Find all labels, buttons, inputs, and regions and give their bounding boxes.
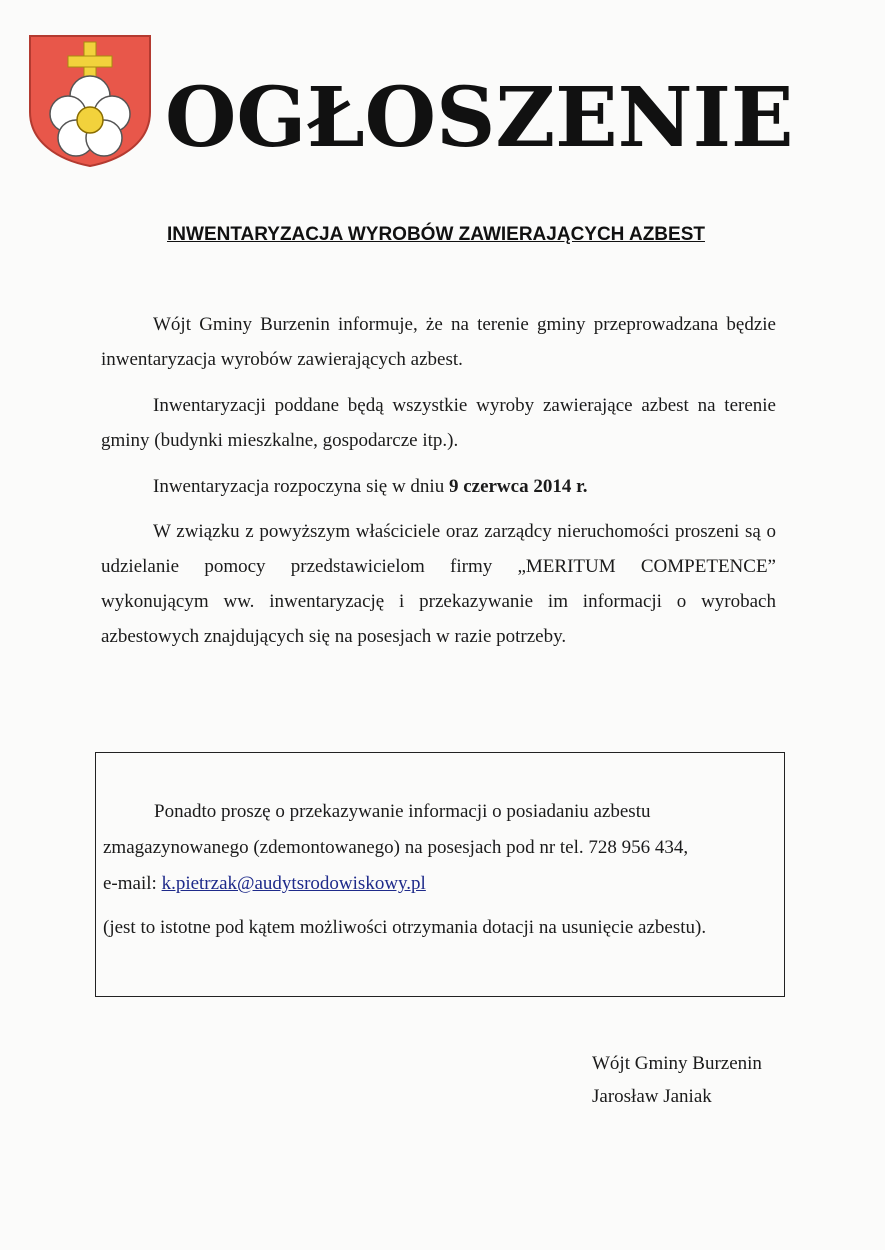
box-email-line (103, 869, 426, 899)
box-line-4: (jest to istotne pod kątem możliwości otrzymania dotacji na usunięcie azbestu). (103, 917, 707, 938)
start-date-prefix: Inwentaryzacja rozpoczyna się w dniu (153, 476, 449, 497)
signature-role: Wójt Gminy Burzenin (592, 1053, 762, 1074)
email-link[interactable]: k.pietrzak@audytsrodowiskowy.pl (161, 873, 426, 894)
start-date: 9 czerwca 2014 r. (448, 476, 588, 497)
paragraph-request: W związku z powyższym właściciele oraz zarządcy nieruchomości proszeni są o udzielanie pomocy przedstawicielom firmy „MERITUM COMPETENCE” wykonującym ww. inwentaryzację i przekazywanie im informacji o wyrobach azbestowych znajdujących się na posesjach w razie potrzeby. (101, 521, 776, 647)
paragraph-scope: Inwentaryzacji poddane będą wszystkie wyroby zawierające azbest na terenie gminy (budynki mieszkalne, gospodarcze itp.). (101, 395, 776, 451)
email-label: e-mail: (103, 873, 162, 894)
announcement-subtitle: INWENTARYZACJA WYROBÓW ZAWIERAJĄCYCH AZBEST (167, 224, 705, 245)
paragraph-intro: Wójt Gminy Burzenin informuje, że na terenie gminy przeprowadzana będzie inwentaryzacja wyrobów zawierających azbest. (101, 314, 776, 370)
signature-name: Jarosław Janiak (592, 1086, 712, 1107)
page-title: OGŁOSZENIE (165, 70, 794, 166)
box-line-2: zmagazynowanego (zdemontowanego) na posesjach pod nr tel. 728 956 434, (103, 837, 689, 858)
contact-info-box (95, 752, 785, 997)
coat-of-arms-icon (28, 34, 152, 168)
box-line-1: Ponadto proszę o przekazywanie informacji o posiadaniu azbestu (154, 801, 651, 822)
paragraph-start-date (101, 469, 776, 504)
